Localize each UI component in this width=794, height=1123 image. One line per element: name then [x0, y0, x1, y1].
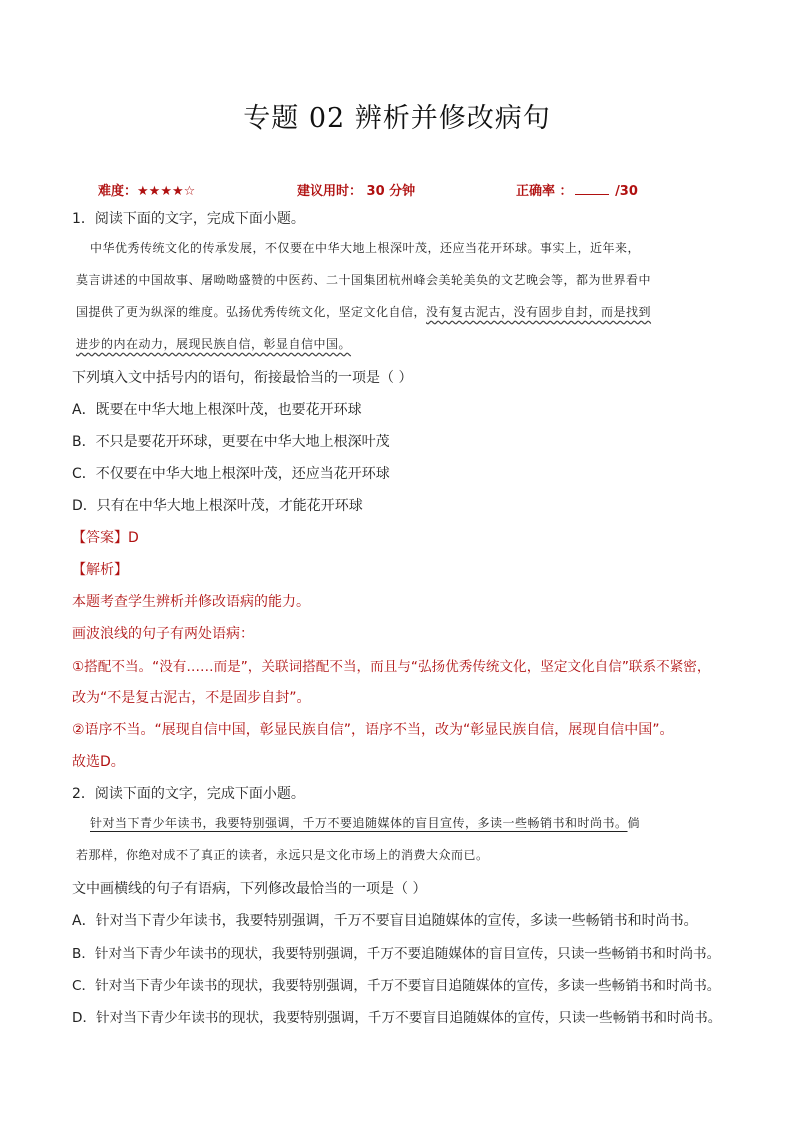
q1-option-d: D．只有在中华大地上根深叶茂，才能花开环球 — [72, 498, 363, 514]
analysis-line-2: 画波浪线的句子有两处语病： — [72, 626, 254, 642]
answer-label: 【答案】 — [72, 530, 128, 546]
q2-option-c: C．针对当下青少年读书的现状，我要特别强调，千万不要盲目追随媒体的宣传，多读一些畅销书和时尚书。 — [72, 978, 721, 994]
q2-option-b: B．针对当下青少年读书的现状，我要特别强调，千万不要追随媒体的盲目宣传，只读一些畅销书和时尚书。 — [72, 946, 721, 962]
q2-option-d: D．针对当下青少年读书的现状，我要特别强调，千万不要盲目追随媒体的宣传，只读一些畅销书和时尚书。 — [72, 1010, 722, 1026]
accuracy-blank — [575, 194, 609, 195]
q1-stem: 1．阅读下面的文字，完成下面小题。 — [72, 211, 305, 227]
q2-passage-line-1 — [90, 814, 732, 831]
q1-option-b: B．不只是要花开环球，更要在中华大地上根深叶茂 — [72, 434, 390, 450]
time-meta — [297, 180, 415, 199]
answer-value: D — [128, 530, 139, 546]
page-title: 专题 02 辨析并修改病句 — [243, 103, 551, 134]
q1-passage-line-2: 莫言讲述的中国故事、屠呦呦盛赞的中医药、二十国集团杭州峰会美轮美奂的文艺晚会等，都为世界看中 — [76, 273, 652, 287]
q2-stem: 2．阅读下面的文字，完成下面小题。 — [72, 786, 305, 802]
q1-option-c: C．不仅要在中华大地上根深叶茂，还应当花开环球 — [72, 466, 390, 482]
difficulty-stars: ★★★★☆ — [137, 184, 196, 199]
accuracy-suffix: /30 — [615, 184, 638, 199]
analysis-line-5: ②语序不当。“展现自信中国，彰显民族自信”，语序不当，改为“彰显民族自信，展现自信中国”。 — [72, 722, 674, 738]
q1-passage-wavy-underline-2: 进步的内在动力，展现民族自信，彰显自信中国。 — [76, 337, 352, 351]
q2-passage-underlined-sentence: 针对当下青少年读书，我要特别强调，千万不要追随媒体的盲目宣传，多读一些畅销书和时尚书。 — [90, 816, 628, 830]
analysis-line-3: ①搭配不当。“没有……而是”，关联词搭配不当，而且与“弘扬优秀传统文化，坚定文化自信”联系不紧密， — [72, 659, 711, 675]
q1-passage-line-1: 中华优秀传统文化的传承发展，不仅要在中华大地上根深叶茂，还应当花开环球。事实上，近年来， — [90, 241, 641, 255]
q1-passage-line-3-plain: 国提供了更为纵深的维度。弘扬优秀传统文化，坚定文化自信， — [76, 305, 427, 319]
time-value: 30 分钟 — [366, 184, 416, 199]
analysis-line-6: 故选D。 — [72, 754, 125, 770]
q1-option-a: A．既要在中华大地上根深叶茂，也要花开环球 — [72, 402, 362, 418]
accuracy-meta — [516, 180, 638, 199]
q2-passage-line-1-tail: 倘 — [627, 816, 641, 830]
q2-passage-line-2: 若那样，你绝对成不了真正的读者，永远只是文化市场上的消费大众而已。 — [76, 848, 489, 862]
accuracy-label: 正确率 ： — [516, 184, 573, 199]
q1-answer — [72, 527, 732, 547]
q2-question: 文中画横线的句子有语病，下列修改最恰当的一项是（ ） — [72, 881, 427, 897]
q1-passage-line-3 — [76, 303, 718, 320]
analysis-line-4: 改为“不是复古泥古，不是固步自封”。 — [72, 690, 311, 706]
difficulty-meta — [98, 180, 195, 199]
difficulty-label: 难度： — [98, 184, 138, 199]
q2-option-a: A．针对当下青少年读书，我要特别强调，千万不要盲目追随媒体的宣传，多读一些畅销书和时尚书。 — [72, 913, 698, 929]
q1-passage-wavy-underline: 没有复古泥古，没有固步自封，而是找到 — [426, 305, 652, 319]
time-label: 建议用时： — [297, 184, 363, 199]
analysis-line-1: 本题考查学生辨析并修改语病的能力。 — [72, 594, 310, 610]
q1-question: 下列填入文中括号内的语句，衔接最恰当的一项是（ ） — [72, 370, 413, 386]
q1-passage-line-4 — [76, 335, 718, 352]
analysis-label: 【解析】 — [72, 562, 128, 578]
